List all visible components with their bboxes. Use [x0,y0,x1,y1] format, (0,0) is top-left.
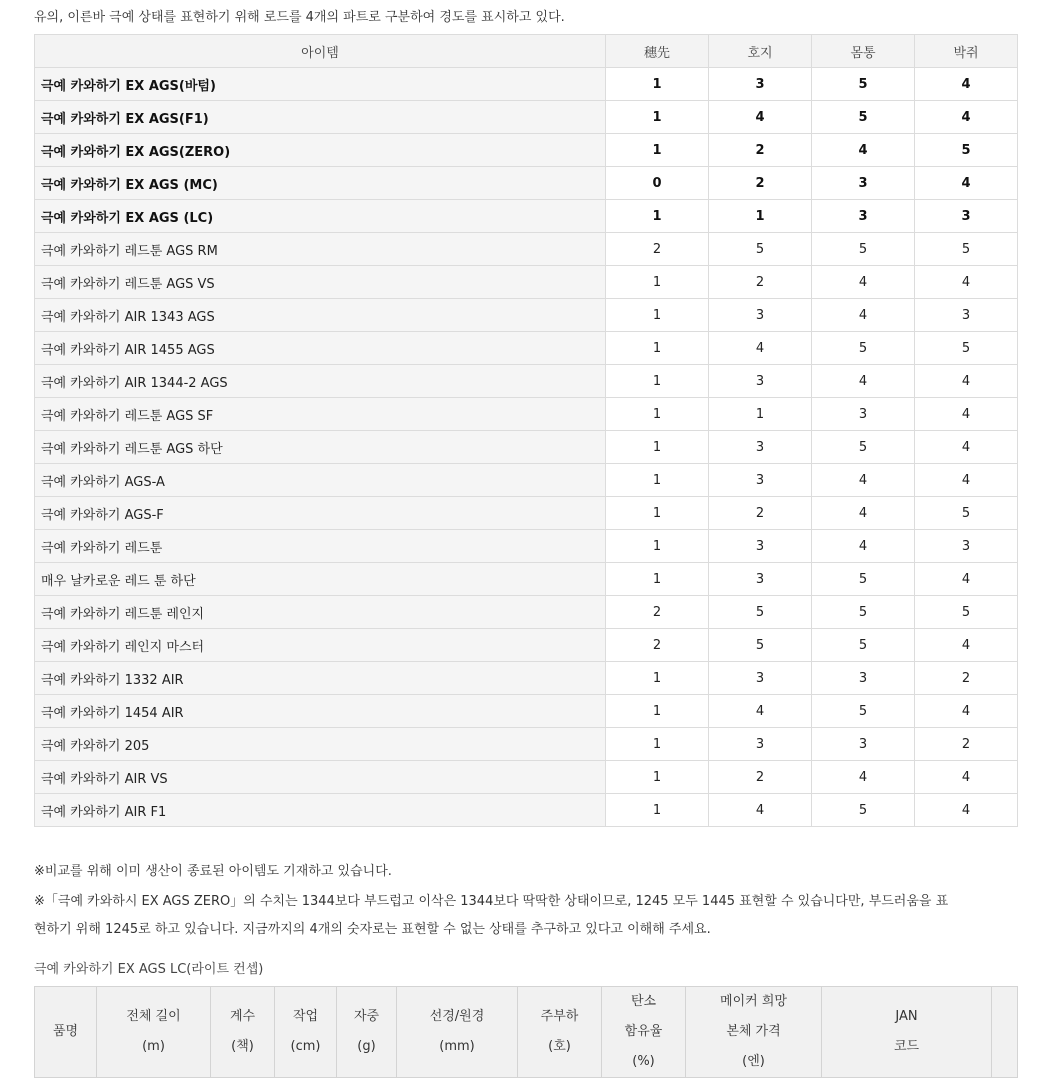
hardness-value-cell: 4 [915,563,1018,596]
hardness-value-cell: 1 [606,101,709,134]
hardness-value-cell: 5 [812,68,915,101]
item-name-cell: 극예 카와하기 레드툰 AGS SF [35,398,606,431]
table-row [35,299,1018,332]
hardness-value-cell: 2 [606,629,709,662]
hardness-value-cell: 5 [812,629,915,662]
column-header: 穗先 [606,35,709,68]
hardness-value-cell: 3 [915,530,1018,563]
column-header: 아이템 [35,35,606,68]
spec-header-line: JAN [895,1009,918,1024]
intro-text: 유의, 이른바 극예 상태를 표현하기 위해 로드를 4개의 파트로 구분하여 경도를 표시하고 있다. [34,10,565,25]
hardness-value-cell: 5 [915,233,1018,266]
hardness-value-cell: 3 [812,200,915,233]
hardness-value-cell: 1 [606,497,709,530]
table-row [35,266,1018,299]
spec-column-header [397,987,518,1078]
spec-header-line: 자중 [353,1009,380,1024]
hardness-value-cell: 4 [915,68,1018,101]
table-row [35,398,1018,431]
spec-header-line: (mm) [439,1039,475,1054]
table-row [35,431,1018,464]
spec-header-line: (m) [142,1039,165,1054]
hardness-value-cell: 1 [606,728,709,761]
note-discontinued: ※비교를 위해 이미 생산이 종료된 아이템도 기재하고 있습니다. [34,864,392,879]
hardness-value-cell: 4 [915,464,1018,497]
spec-header-line: (엔) [742,1054,765,1069]
spec-header-line: 탄소 [630,994,657,1009]
spec-header-line: (%) [632,1054,655,1069]
hardness-value-cell: 4 [915,695,1018,728]
spec-header-line: 품명 [52,1024,79,1039]
hardness-value-cell: 4 [915,167,1018,200]
item-name-cell: 매우 날카로운 레드 툰 하단 [35,563,606,596]
hardness-value-cell: 1 [709,200,812,233]
hardness-value-cell: 5 [812,233,915,266]
item-name-cell: 극예 카와하기 205 [35,728,606,761]
item-name-cell: 극예 카와하기 레인지 마스터 [35,629,606,662]
spec-column-header [35,987,97,1078]
table-row [35,761,1018,794]
hardness-value-cell: 3 [915,200,1018,233]
hardness-value-cell: 1 [606,200,709,233]
item-name-cell: 극예 카와하기 EX AGS(F1) [35,101,606,134]
hardness-value-cell: 3 [709,563,812,596]
hardness-value-cell: 1 [606,464,709,497]
spec-header-line: 작업 [292,1009,319,1024]
item-name-cell: 극예 카와하기 EX AGS (LC) [35,200,606,233]
hardness-value-cell: 5 [812,695,915,728]
spec-section-title: 극예 카와하기 EX AGS LC(라이트 컨셉) [34,962,264,977]
spec-header-row [35,987,1018,1078]
hardness-value-cell: 5 [709,629,812,662]
column-header: 몸통 [812,35,915,68]
note-zero-line-2: 현하기 위해 1245로 하고 있습니다. 지금까지의 4개의 숫자로는 표현할 수 없는 상태를 추구하고 있다고 이해해 주세요. [34,922,711,937]
hardness-value-cell: 4 [812,299,915,332]
hardness-value-cell: 3 [915,299,1018,332]
hardness-value-cell: 4 [812,365,915,398]
hardness-value-cell: 2 [709,266,812,299]
column-header: 박쥐 [915,35,1018,68]
hardness-value-cell: 4 [915,629,1018,662]
hardness-value-cell: 4 [915,431,1018,464]
hardness-value-cell: 3 [709,728,812,761]
item-name-cell: 극예 카와하기 1454 AIR [35,695,606,728]
spec-column-header [337,987,397,1078]
item-name-cell: 극예 카와하기 레드툰 AGS RM [35,233,606,266]
item-name-cell: 극예 카와하기 AGS-F [35,497,606,530]
spec-header-line: 주부하 [540,1009,579,1024]
spec-column-header [992,987,1018,1078]
hardness-value-cell: 1 [606,695,709,728]
item-name-cell: 극예 카와하기 레드툰 레인지 [35,596,606,629]
spec-table [34,986,1018,1078]
table-row [35,233,1018,266]
item-name-cell: 극예 카와하기 레드툰 [35,530,606,563]
spec-header-line: 계수 [229,1009,256,1024]
item-name-cell: 극예 카와하기 EX AGS(ZERO) [35,134,606,167]
table-row [35,563,1018,596]
hardness-value-cell: 5 [812,101,915,134]
item-name-cell: 극예 카와하기 AIR 1343 AGS [35,299,606,332]
hardness-value-cell: 1 [606,563,709,596]
hardness-value-cell: 2 [915,728,1018,761]
item-name-cell: 극예 카와하기 EX AGS(바텀) [35,68,606,101]
item-name-cell: 극예 카와하기 1332 AIR [35,662,606,695]
hardness-value-cell: 2 [915,662,1018,695]
hardness-value-cell: 2 [709,134,812,167]
spec-column-header [822,987,992,1078]
hardness-value-cell: 3 [812,662,915,695]
table-row [35,662,1018,695]
table-row [35,167,1018,200]
hardness-value-cell: 4 [915,794,1018,827]
item-name-cell: 극예 카와하기 EX AGS (MC) [35,167,606,200]
spec-header-line: (cm) [290,1039,321,1054]
hardness-value-cell: 1 [606,761,709,794]
hardness-value-cell: 1 [606,134,709,167]
spec-header-line: 본체 가격 [726,1024,781,1039]
table-row [35,365,1018,398]
hardness-value-cell: 1 [606,794,709,827]
hardness-value-cell: 1 [606,530,709,563]
table-row [35,332,1018,365]
table-row [35,101,1018,134]
table-row [35,464,1018,497]
hardness-value-cell: 1 [606,431,709,464]
hardness-value-cell: 5 [915,332,1018,365]
hardness-value-cell: 4 [812,266,915,299]
hardness-value-cell: 2 [709,497,812,530]
table-row [35,629,1018,662]
hardness-value-cell: 2 [606,233,709,266]
hardness-value-cell: 1 [709,398,812,431]
table-row [35,695,1018,728]
hardness-value-cell: 3 [709,530,812,563]
hardness-value-cell: 4 [915,266,1018,299]
hardness-header-row [35,35,1018,68]
hardness-value-cell: 1 [606,365,709,398]
item-name-cell: 극예 카와하기 AIR VS [35,761,606,794]
spec-header-line: 함유율 [624,1024,663,1039]
hardness-value-cell: 3 [709,431,812,464]
table-row [35,596,1018,629]
item-name-cell: 극예 카와하기 AIR F1 [35,794,606,827]
hardness-value-cell: 1 [606,68,709,101]
table-row [35,794,1018,827]
spec-header-line: (책) [231,1039,254,1054]
hardness-value-cell: 5 [812,596,915,629]
hardness-value-cell: 1 [606,266,709,299]
spec-header-line: 메이커 희망 [720,994,787,1009]
hardness-table-body [35,68,1018,827]
spec-header-line: (호) [548,1039,571,1054]
hardness-value-cell: 3 [709,68,812,101]
hardness-value-cell: 4 [812,464,915,497]
spec-column-header [602,987,686,1078]
hardness-value-cell: 4 [812,761,915,794]
hardness-value-cell: 5 [915,134,1018,167]
hardness-value-cell: 5 [915,596,1018,629]
hardness-value-cell: 4 [915,398,1018,431]
spec-header-line: 선경/원경 [429,1009,485,1024]
hardness-value-cell: 4 [812,497,915,530]
column-header: 호지 [709,35,812,68]
table-row [35,68,1018,101]
table-row [35,200,1018,233]
table-row [35,497,1018,530]
spec-column-header [97,987,211,1078]
hardness-value-cell: 3 [812,167,915,200]
hardness-value-cell: 4 [812,530,915,563]
item-name-cell: 극예 카와하기 AGS-A [35,464,606,497]
spec-column-header [275,987,337,1078]
hardness-value-cell: 1 [606,299,709,332]
hardness-value-cell: 3 [709,299,812,332]
item-name-cell: 극예 카와하기 레드툰 AGS 하단 [35,431,606,464]
table-row [35,530,1018,563]
hardness-value-cell: 5 [709,596,812,629]
hardness-value-cell: 4 [915,101,1018,134]
hardness-value-cell: 5 [812,431,915,464]
hardness-value-cell: 2 [606,596,709,629]
hardness-value-cell: 1 [606,662,709,695]
hardness-value-cell: 1 [606,332,709,365]
spec-header-line: 전체 길이 [126,1009,181,1024]
hardness-value-cell: 3 [812,728,915,761]
hardness-value-cell: 5 [812,794,915,827]
hardness-value-cell: 4 [915,365,1018,398]
spec-header-line: (g) [357,1039,376,1054]
hardness-value-cell: 2 [709,167,812,200]
hardness-value-cell: 3 [812,398,915,431]
hardness-value-cell: 5 [915,497,1018,530]
item-name-cell: 극예 카와하기 AIR 1344-2 AGS [35,365,606,398]
hardness-value-cell: 4 [709,332,812,365]
hardness-value-cell: 1 [606,398,709,431]
hardness-value-cell: 5 [709,233,812,266]
hardness-value-cell: 4 [709,101,812,134]
hardness-value-cell: 3 [709,662,812,695]
table-row [35,134,1018,167]
note-zero-line-1: ※「극예 카와하시 EX AGS ZERO」의 수치는 1344보다 부드럽고 이삭은 1344보다 딱딱한 상태이므로, 1245 모두 1445 표현할 수 있습니다만, 부드러움을 표 [34,894,949,909]
hardness-value-cell: 4 [812,134,915,167]
spec-column-header [686,987,822,1078]
table-row [35,728,1018,761]
hardness-value-cell: 2 [709,761,812,794]
hardness-value-cell: 5 [812,332,915,365]
hardness-value-cell: 4 [915,761,1018,794]
item-name-cell: 극예 카와하기 AIR 1455 AGS [35,332,606,365]
spec-column-header [518,987,602,1078]
spec-header-line: 코드 [893,1039,920,1054]
spec-column-header [211,987,275,1078]
hardness-value-cell: 0 [606,167,709,200]
hardness-value-cell: 4 [709,695,812,728]
hardness-value-cell: 3 [709,365,812,398]
hardness-value-cell: 5 [812,563,915,596]
hardness-value-cell: 4 [709,794,812,827]
hardness-value-cell: 3 [709,464,812,497]
item-name-cell: 극예 카와하기 레드툰 AGS VS [35,266,606,299]
hardness-table [34,34,1018,827]
